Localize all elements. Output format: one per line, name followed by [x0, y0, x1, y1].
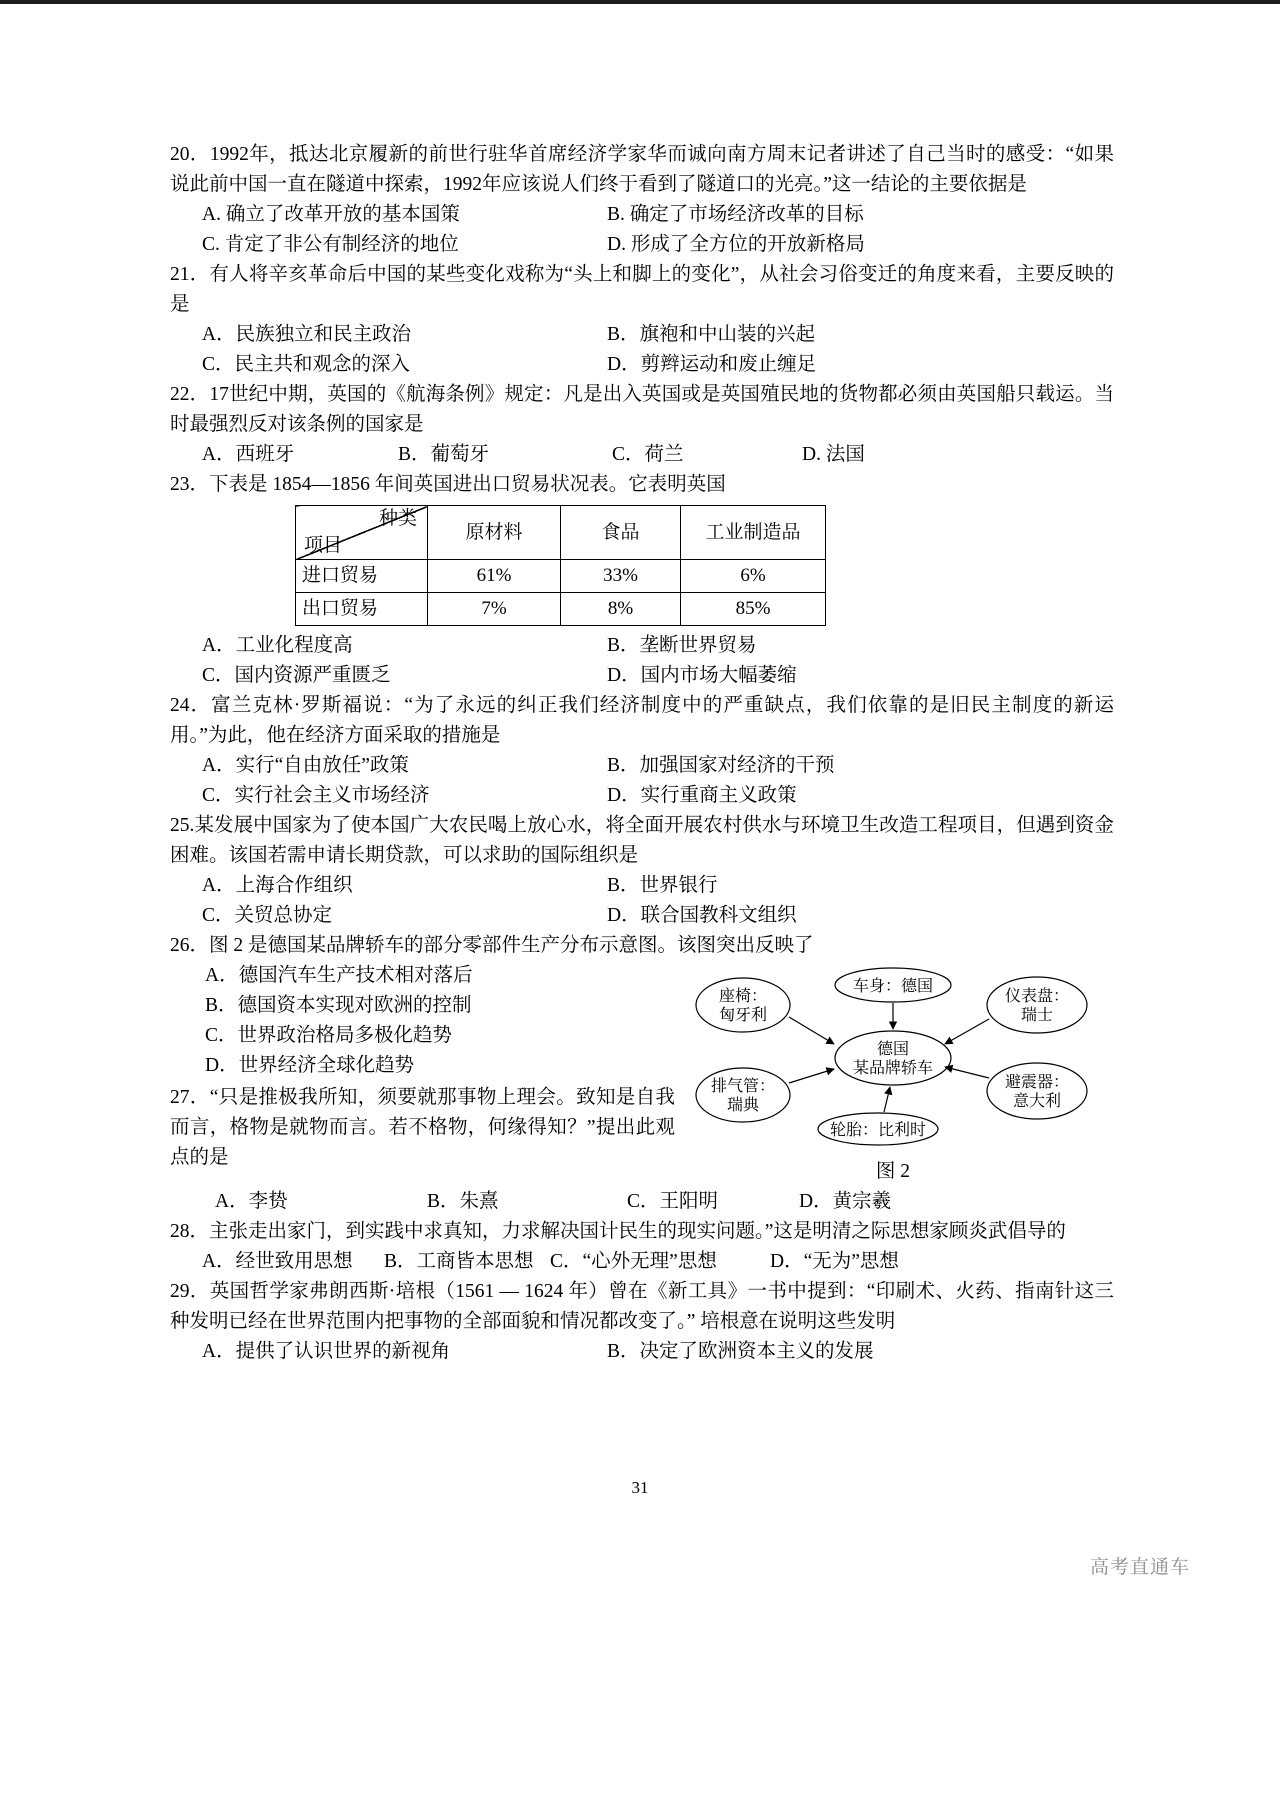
- question-28-options: [170, 1247, 1114, 1277]
- table-cell: 6%: [681, 560, 826, 593]
- question-20: [170, 140, 1114, 260]
- corner-label-top: 种类: [378, 508, 417, 529]
- car-parts-diagram: [693, 965, 1093, 1155]
- scan-edge-artifact: [0, 0, 1280, 4]
- table-header-cell: 原材料: [428, 506, 561, 560]
- svg-text:仪表盘：: 仪表盘：: [1004, 988, 1070, 1005]
- option-27-c: C．王阳明: [627, 1191, 719, 1212]
- option-21-c: C．民主共和观念的深入: [202, 354, 411, 375]
- svg-text:车身：德国: 车身：德国: [852, 978, 934, 995]
- option-25-d: D．联合国教科文组织: [607, 905, 797, 926]
- option-28-a: A．经世致用思想: [202, 1251, 353, 1272]
- exam-page-content: [170, 140, 1114, 1367]
- question-21-stem: 21．有人将辛亥革命后中国的某些变化戏称为“头上和脚上的变化”，从社会习俗变迁的角度来看，主要反映的是: [170, 264, 1114, 315]
- question-25-options: [170, 871, 1114, 931]
- option-26-c: C．世界政治格局多极化趋势: [205, 1025, 453, 1046]
- option-20-a: A. 确立了改革开放的基本国策: [202, 204, 460, 225]
- question-22-stem: 22．17世纪中期，英国的《航海条例》规定：凡是出入英国或是英国殖民地的货物都必须由英国船只载运。当时最强烈反对该条例的国家是: [170, 384, 1114, 435]
- option-29-b: B．决定了欧洲资本主义的发展: [607, 1341, 874, 1362]
- table-row-label: 进口贸易: [296, 560, 428, 593]
- watermark: 高考直通车: [1089, 1557, 1190, 1578]
- question-23-stem: 23．下表是 1854—1856 年间英国进出口贸易状况表。它表明英国: [170, 474, 726, 495]
- svg-text:避震器：: 避震器：: [1004, 1074, 1070, 1091]
- question-26-stem: 26．图 2 是德国某品牌轿车的部分零部件生产分布示意图。该图突出反映了: [170, 935, 814, 956]
- table-cell: 61%: [428, 560, 561, 593]
- option-21-a: A．民族独立和民主政治: [202, 324, 412, 345]
- question-26-options: [170, 961, 675, 1081]
- question-28-stem: 28．主张走出家门，到实践中求真知，力求解决国计民生的现实问题。”这是明清之际思想家顾炎武倡导的: [170, 1221, 1066, 1242]
- svg-text:轮胎：比利时: 轮胎：比利时: [829, 1122, 927, 1139]
- diagram-node-shock: [987, 1063, 1087, 1119]
- option-25-a: A．上海合作组织: [202, 875, 353, 896]
- option-21-d: D．剪辫运动和废止缠足: [607, 354, 817, 375]
- table-cell: 33%: [561, 560, 681, 593]
- question-20-options: [170, 200, 1114, 260]
- option-25-c: C．关贸总协定: [202, 905, 333, 926]
- option-23-d: D．国内市场大幅萎缩: [607, 665, 797, 686]
- page-number: 31: [631, 1478, 649, 1497]
- option-23-b: B．垄断世界贸易: [607, 635, 757, 656]
- question-22-options: [170, 440, 1114, 470]
- svg-text:德国: 德国: [876, 1041, 910, 1058]
- option-24-b: B．加强国家对经济的干预: [607, 755, 835, 776]
- option-20-d: D. 形成了全方位的开放新格局: [607, 234, 865, 255]
- table-row-import: [296, 560, 826, 593]
- table-cell: 85%: [681, 593, 826, 626]
- option-29-a: A．提供了认识世界的新视角: [202, 1341, 451, 1362]
- svg-text:瑞典: 瑞典: [726, 1097, 760, 1114]
- svg-text:意大利: 意大利: [1012, 1093, 1062, 1110]
- table-header-cell: 工业制造品: [681, 506, 826, 560]
- option-26-a: A．德国汽车生产技术相对落后: [205, 965, 473, 986]
- option-26-d: D．世界经济全球化趋势: [205, 1055, 415, 1076]
- question-29: [170, 1277, 1114, 1367]
- table-cell: 8%: [561, 593, 681, 626]
- option-27-b: B．朱熹: [427, 1191, 499, 1212]
- option-22-a: A．西班牙: [202, 444, 295, 465]
- question-26-27-zone: [170, 961, 1114, 1187]
- question-24: [170, 691, 1114, 811]
- option-28-b: B．工商皆本思想: [384, 1251, 534, 1272]
- option-24-c: C．实行社会主义市场经济: [202, 785, 430, 806]
- question-26-left-column: [170, 961, 675, 1173]
- question-23: [170, 470, 1114, 691]
- option-21-b: B．旗袍和中山装的兴起: [607, 324, 816, 345]
- option-23-c: C．国内资源严重匮乏: [202, 665, 391, 686]
- option-27-d: D．黄宗羲: [799, 1191, 892, 1212]
- car-parts-figure: [675, 961, 1114, 1187]
- option-20-b: B. 确定了市场经济改革的目标: [607, 204, 864, 225]
- diagram-node-seat: [696, 978, 790, 1032]
- trade-table: [295, 505, 826, 626]
- table-corner-cell: [296, 506, 428, 560]
- question-29-options: [170, 1337, 1114, 1367]
- option-20-c: C. 肯定了非公有制经济的地位: [202, 234, 459, 255]
- diagram-node-tire: [818, 1113, 938, 1145]
- svg-text:匈牙利: 匈牙利: [718, 1007, 768, 1024]
- option-22-b: B．葡萄牙: [398, 444, 490, 465]
- question-25: [170, 811, 1114, 931]
- table-row-label: 出口贸易: [296, 593, 428, 626]
- diagram-node-body: [835, 968, 951, 1002]
- option-22-d: D. 法国: [802, 444, 865, 465]
- option-22-c: C．荷兰: [612, 444, 684, 465]
- question-25-stem: 25.某发展中国家为了使本国广大农民喝上放心水，将全面开展农村供水与环境卫生改造工程项目，但遇到资金困难。该国若需申请长期贷款，可以求助的国际组织是: [170, 815, 1114, 866]
- svg-text:排气管：: 排气管：: [710, 1078, 776, 1095]
- svg-text:瑞士: 瑞士: [1020, 1007, 1054, 1024]
- figure-caption: 图 2: [875, 1161, 911, 1182]
- question-24-stem: 24．富兰克林·罗斯福说：“为了永远的纠正我们经济制度中的严重缺点，我们依靠的是旧民主制度的新运用。”为此，他在经济方面采取的措施是: [170, 695, 1114, 746]
- question-22: [170, 380, 1114, 470]
- question-27-options: [170, 1187, 1114, 1217]
- diagram-node-exhaust: [696, 1068, 790, 1122]
- table-header-cell: 食品: [561, 506, 681, 560]
- option-28-d: D．“无为”思想: [770, 1251, 899, 1272]
- table-header-row: [296, 506, 826, 560]
- question-23-options: [170, 631, 1114, 691]
- question-27-stem: 27．“只是推极我所知，须要就那事物上理会。致知是自我而言，格物是就物而言。若不格物，何缘得知？”提出此观点的是: [170, 1087, 675, 1168]
- question-21: [170, 260, 1114, 380]
- option-24-d: D．实行重商主义政策: [607, 785, 797, 806]
- option-27-a: A．李贽: [215, 1191, 288, 1212]
- question-29-stem: 29．英国哲学家弗朗西斯·培根（1561 — 1624 年）曾在《新工具》一书中提到：“印刷术、火药、指南针这三种发明已经在世界范围内把事物的全部面貌和情况都改变了。” 培根意在说明这些发明: [170, 1281, 1114, 1332]
- table-cell: 7%: [428, 593, 561, 626]
- question-26: [170, 931, 1114, 1217]
- corner-label-bottom: 项目: [304, 535, 343, 556]
- option-25-b: B．世界银行: [607, 875, 718, 896]
- question-28: [170, 1217, 1114, 1277]
- option-26-b: B．德国资本实现对欧洲的控制: [205, 995, 472, 1016]
- option-28-c: C．“心外无理”思想: [550, 1251, 717, 1272]
- option-24-a: A．实行“自由放任”政策: [202, 755, 409, 776]
- table-row-export: [296, 593, 826, 626]
- question-21-options: [170, 320, 1114, 380]
- svg-text:某品牌轿车: 某品牌轿车: [852, 1060, 934, 1077]
- question-24-options: [170, 751, 1114, 811]
- question-20-stem: 20．1992年，抵达北京履新的前世行驻华首席经济学家华而诚向南方周末记者讲述了自己当时的感受：“如果说此前中国一直在隧道中探索，1992年应该说人们终于看到了隧道口的光亮。”这一结论的主要依据是: [170, 144, 1114, 195]
- diagram-node-dashboard: [987, 977, 1087, 1033]
- diagram-node-center: [835, 1031, 951, 1085]
- svg-text:座椅：: 座椅：: [718, 988, 768, 1005]
- option-23-a: A．工业化程度高: [202, 635, 353, 656]
